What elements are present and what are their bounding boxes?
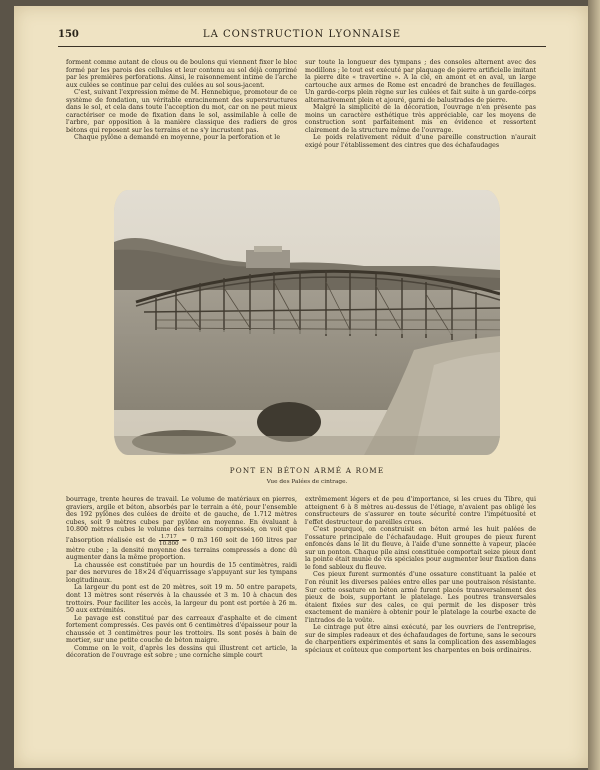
paragraph: Chaque pylône a demandé en moyenne, pour la perforation et le: [74, 134, 281, 142]
paragraph: C'est, suivant l'expression même de M. Hennebique, promoteur de ce système de fondation, un véritable enracinement des superstructures dans le sol, et cela dans toute l'acception du mot, car on ne peut mieux caractériser ce mode de fixation dans le sol, assimilable à celle de l'arbre, par opposition à la manière classique des radiers de gros bétons qui reposent sur les terrains et ne s'y incrustent pas.: [66, 89, 297, 134]
paragraph: Malgré la simplicité de la décoration, l'ouvrage n'en présente pas moins un caractère esthétique très appréciable, car les moyens de construction sont parfaitement mis en évidence et ressortent clairement de la structure même de l'ouvrage.: [305, 104, 536, 134]
bridge-scaffolding-illustration: [114, 190, 500, 455]
page-header: [58, 27, 546, 43]
figure-title: PONT EN BÉTON ARMÉ A ROME: [229, 466, 385, 475]
figure-subtitle: Vue des Palées de cintrage.: [266, 479, 348, 485]
paragraph: Le pavage est constitué par des carreaux d'asphalte et de ciment fortement compressés. Ces pavés ont 6 centimètres d'épaisseur pour la chaussée et 3 centimètres pour les trottoirs. Ils sont posés à bain de mortier, sur une petite couche de béton maigre.: [66, 614, 297, 645]
paragraph: sur toute la longueur des tympans ; des consoles alternent avec des modillons ; le tout est exécuté par plaquage de pierre artificielle imitant la pierre dite « travertine ». A la clé, en amont et en aval, un large cartouche aux armes de Rome est encadré de branches de feuillages. Un garde-corps plein règne sur les culées et fait suite à un garde-corps alternativement plein et ajouré, garni de balustrades de pierre.: [305, 59, 536, 104]
bottom-right-column: [305, 496, 536, 654]
bottom-left-column: [66, 496, 297, 660]
bridge-photograph: [114, 190, 500, 455]
paragraph-text: soit de 160 litres par mètre cube ; la densité moyenne des terrains compressés a donc dû augmenter dans la même proportion.: [66, 536, 297, 562]
paragraph: [66, 496, 297, 562]
paragraph-text: bourrage, trente heures de travail. Le volume de matériaux en pierres, graviers, argile et béton, absorbés par le terrain a été, pour l'ensemble des 192 pylônes des culées de droite et de gauche, de 1.712 mètres cubes, soit 9 mètres cubes par pylône en moyenne. En évaluant à 10.800 mètres cubes le volume des terrains compressés, on voit que l'absorption réalisée est de: [66, 496, 297, 544]
paragraph: La chaussée est constituée par un hourdis de 15 centimètres, raidi par des nervures de 18×24 d'équarrissage s'appuyant sur les tympans longitudinaux.: [66, 561, 297, 584]
header-rule: [58, 46, 546, 47]
top-right-column: [305, 59, 536, 150]
top-left-column: [66, 59, 297, 142]
paragraph: Ces pieux furent surmontés d'une ossature constituant la palée et l'on réunit les diverses palées entre elles par une poutraison résistante. Sur cette ossature en béton armé furent placés transversalement des pieux de bois, supportant le platelage. Les poutres transversales étaient fixées sur des cales, ce qui permit de les disposer très exactement de manière à obtenir pour le platelage la courbe exacte de l'intrados de la voûte.: [305, 571, 536, 624]
fraction: [159, 534, 179, 547]
book-spine: [588, 0, 600, 770]
paragraph: La largeur du pont est de 20 mètres, soit 19 m. 50 entre parapets, dont 13 mètres sont réservés à la chaussée et 3 m. 10 à chacun des trottoirs. Pour faciliter les accès, la largeur du pont est portée à 26 m. 50 aux extrémités.: [66, 584, 297, 615]
paragraph: Le poids relativement réduit d'une pareille construction n'aurait exigé pour l'établissement des cintres que des échafaudages: [305, 134, 536, 150]
paragraph: forment comme autant de clous ou de boulons qui viennent fixer le bloc formé par les parois des cellules et leur contenu au sol déjà comprimé par les premières perforations. Ainsi, le raisonnement intime de l'arche aux culées se continue par celui des culées au sol sous-jacent.: [66, 59, 297, 89]
fraction-denominator: 10.800: [159, 540, 179, 547]
journal-title: LA CONSTRUCTION LYONNAISE: [202, 29, 402, 40]
fraction-numerator: 1.717: [160, 533, 177, 540]
paragraph: C'est pourquoi, on construisit en béton armé les huit palées de l'ossature principale de l'échafaudage. Huit groupes de pieux furent enfoncés dans le lit du fleuve, à l'aide d'une sonnette à vapeur, placée sur un ponton. Chaque pile ainsi constituée comportait seize pieux dont la pointe était munie de vis spéciales pour augmenter leur fixation dans le fond sableux du fleuve.: [305, 526, 536, 571]
paragraph: Le cintrage put être ainsi exécuté, par les ouvriers de l'entreprise, sur de simples radeaux et des échafaudages de fortune, sans le secours de charpentiers expérimentés et sans la complication des assemblages spéciaux et coûteux que comportent les charpentes en bois ordinaires.: [305, 624, 536, 654]
paragraph: extrêmement légers et de peu d'importance, si les crues du Tibre, qui atteignent 6 à 8 mètres au-dessus de l'étiage, n'avaient pas obligé les constructeurs de s'assurer en toute sécurité contre l'impétuosité et l'effet destructeur de pareilles crues.: [305, 496, 536, 526]
page-number: 150: [58, 29, 79, 40]
paragraph: Comme on le voit, d'après les dessins qui illustrent cet article, la décoration de l'ouvrage est sobre ; une corniche simple court: [66, 644, 297, 660]
fraction-result: = 0 m3 160: [181, 536, 223, 544]
